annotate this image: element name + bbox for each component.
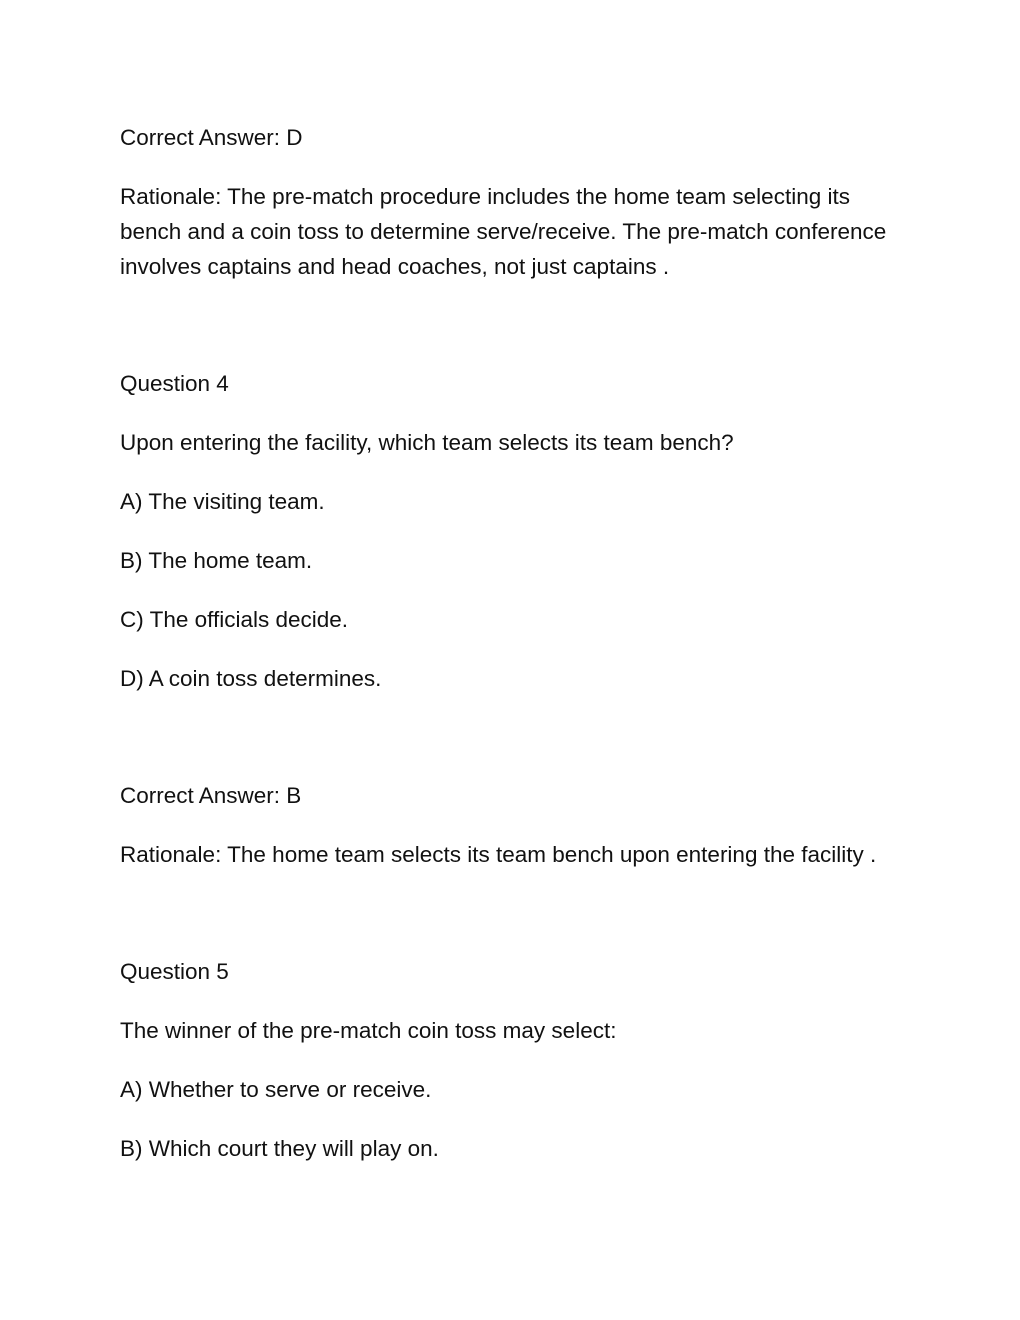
rationale-q3: Rationale: The pre-match procedure includes the home team selecting its bench and a coin toss to determine serve/receive. The pre-match conference involves captains and head coaches, not just captains . xyxy=(120,184,887,279)
question-5-prompt: The winner of the pre-match coin toss may select: xyxy=(120,1018,617,1043)
question-4-option-c: C) The officials decide. xyxy=(120,607,349,632)
rationale-q4: Rationale: The home team selects its team bench upon entering the facility . xyxy=(120,842,877,867)
question-5-title: Question 5 xyxy=(120,959,229,984)
document-page xyxy=(120,120,900,1166)
correct-answer-q3: Correct Answer: D xyxy=(120,125,303,150)
question-4-title: Question 4 xyxy=(120,371,229,396)
question-4-option-a: A) The visiting team. xyxy=(120,489,325,514)
question-5-option-a: A) Whether to serve or receive. xyxy=(120,1077,432,1102)
question-5-option-b: B) Which court they will play on. xyxy=(120,1136,439,1161)
question-4-option-b: B) The home team. xyxy=(120,548,313,573)
question-4-prompt: Upon entering the facility, which team selects its team bench? xyxy=(120,430,734,455)
correct-answer-q4: Correct Answer: B xyxy=(120,783,302,808)
question-4-option-d: D) A coin toss determines. xyxy=(120,666,382,691)
